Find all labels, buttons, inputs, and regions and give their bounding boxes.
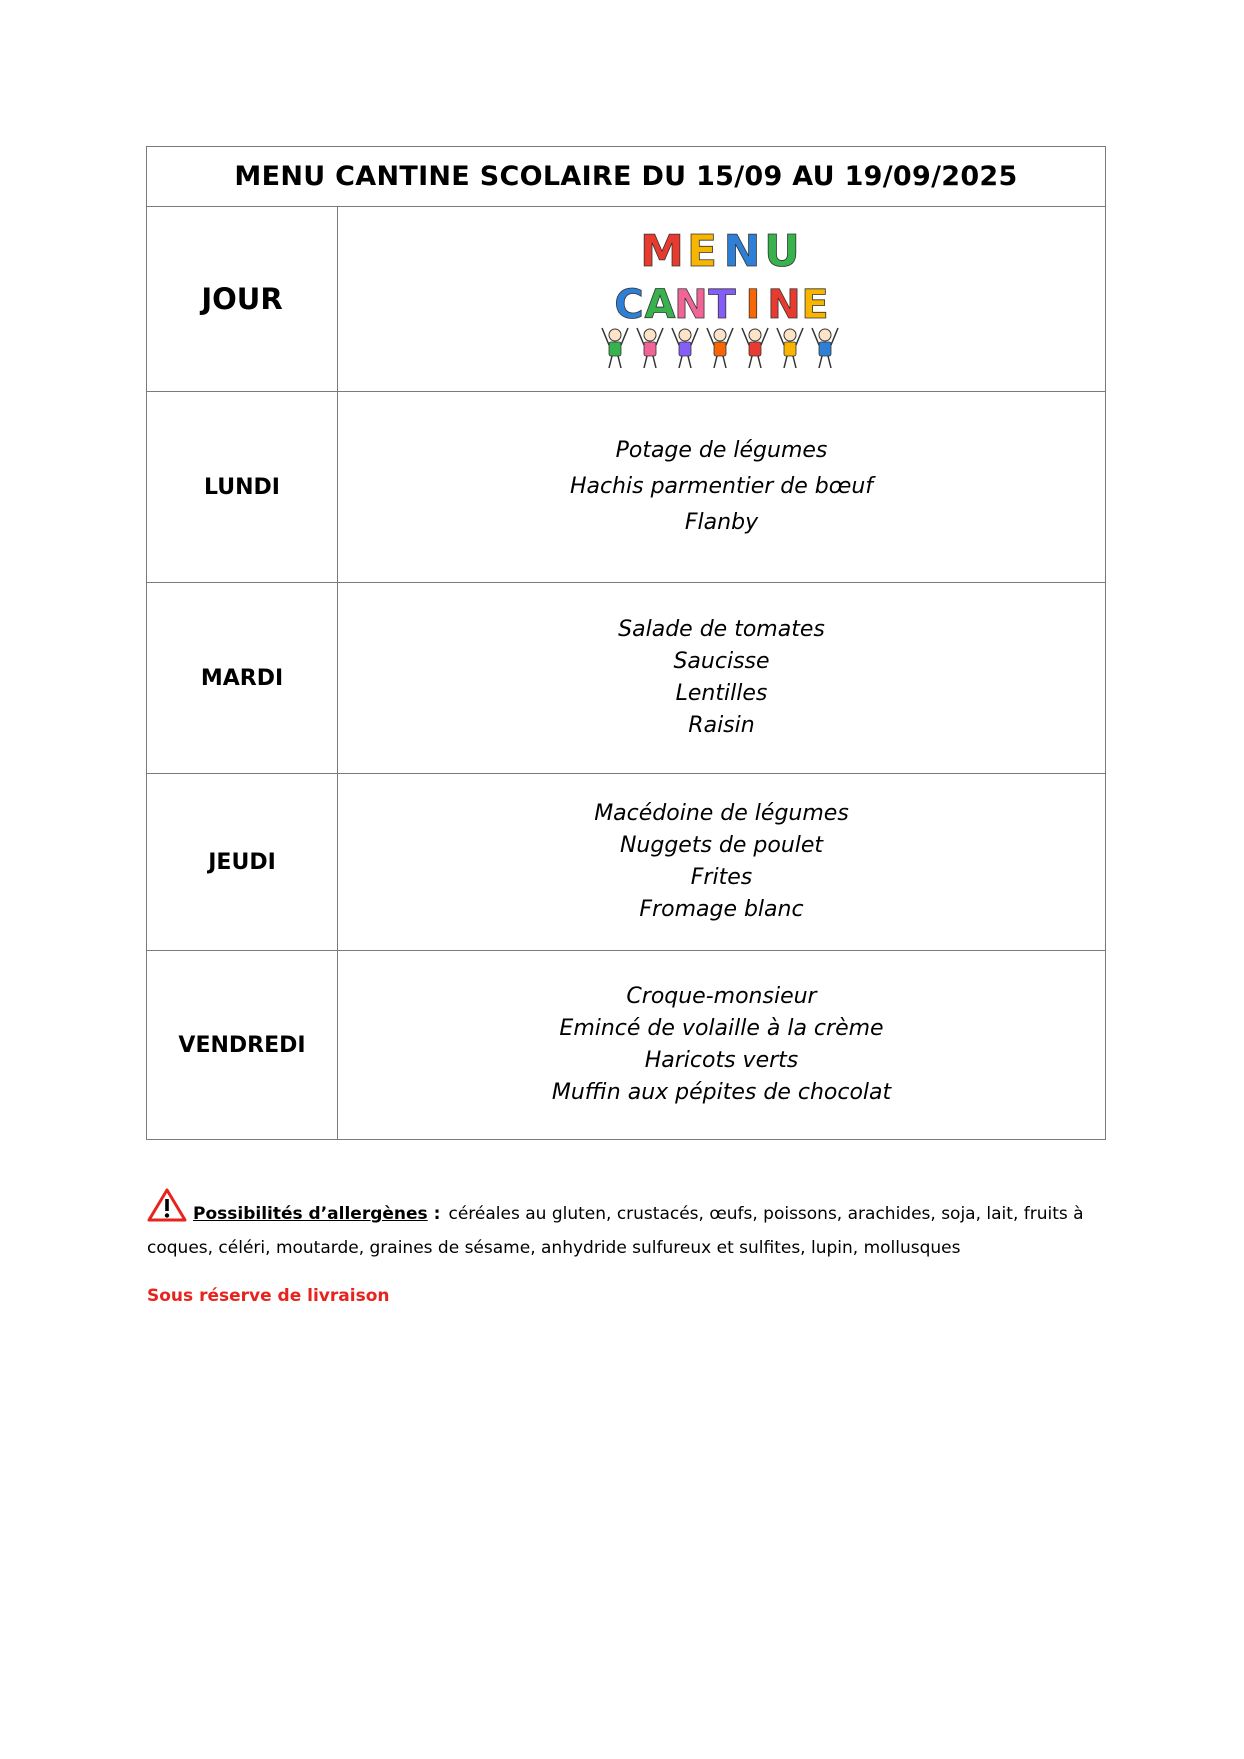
dish: Lentilles <box>675 681 768 706</box>
day-row-vendredi <box>147 951 1106 1140</box>
allergen-label: Possibilités d’allergènes <box>193 1204 428 1224</box>
dish: Fromage blanc <box>639 897 804 922</box>
svg-text:E: E <box>686 226 717 277</box>
day-name: VENDREDI <box>147 951 338 1140</box>
dish: Emincé de volaille à la crème <box>559 1016 884 1041</box>
warning-triangle-icon <box>147 1188 187 1233</box>
dish: Raisin <box>688 713 755 738</box>
dish: Salade de tomates <box>618 617 825 642</box>
dishes-list <box>338 583 1106 774</box>
svg-text:N: N <box>723 226 760 277</box>
dishes-list <box>338 774 1106 951</box>
svg-text:E: E <box>800 282 829 328</box>
allergen-note <box>147 1188 1097 1264</box>
menu-cantine-logo-image <box>597 222 847 372</box>
day-name: MARDI <box>147 583 338 774</box>
day-name: LUNDI <box>147 392 338 583</box>
allergen-list: céréales au gluten, crustacés, œufs, poissons, arachides, soja, lait, fruits à coques, céléri, moutarde, graines de sésame, anhydride sulfureux et sulfites, lupin, mollusques <box>147 1204 1084 1258</box>
dish: Muffin aux pépites de chocolat <box>551 1080 892 1105</box>
dish: Croque-monsieur <box>626 984 817 1009</box>
dish: Frites <box>690 865 753 890</box>
day-column-header: JOUR <box>147 207 338 392</box>
dish: Macédoine de légumes <box>594 801 849 826</box>
dish: Saucisse <box>673 649 770 674</box>
svg-text:A: A <box>644 282 675 328</box>
day-row-lundi <box>147 392 1106 583</box>
svg-text:I: I <box>745 282 760 328</box>
title-row <box>147 147 1106 207</box>
svg-text:N: N <box>673 282 708 328</box>
menu-title: MENU CANTINE SCOLAIRE DU 15/09 AU 19/09/2025 <box>147 147 1106 207</box>
header-row <box>147 207 1106 392</box>
dishes-list <box>338 951 1106 1140</box>
day-row-mardi <box>147 583 1106 774</box>
day-row-jeudi <box>147 774 1106 951</box>
dishes-list <box>338 392 1106 583</box>
delivery-note: Sous réserve de livraison <box>147 1286 390 1306</box>
dish: Hachis parmentier de bœuf <box>569 474 874 499</box>
dish: Haricots verts <box>644 1048 799 1073</box>
svg-text:N: N <box>766 282 801 328</box>
menu-table <box>146 146 1106 1140</box>
dish: Nuggets de poulet <box>619 833 824 858</box>
svg-text:M: M <box>639 226 684 277</box>
dish: Potage de légumes <box>615 438 828 463</box>
allergen-separator: : <box>433 1204 441 1224</box>
svg-text:U: U <box>763 226 800 277</box>
svg-text:T: T <box>707 282 736 328</box>
svg-text:C: C <box>613 282 644 328</box>
day-name: JEUDI <box>147 774 338 951</box>
dish: Flanby <box>684 510 759 535</box>
menu-cantine-logo <box>338 207 1106 392</box>
